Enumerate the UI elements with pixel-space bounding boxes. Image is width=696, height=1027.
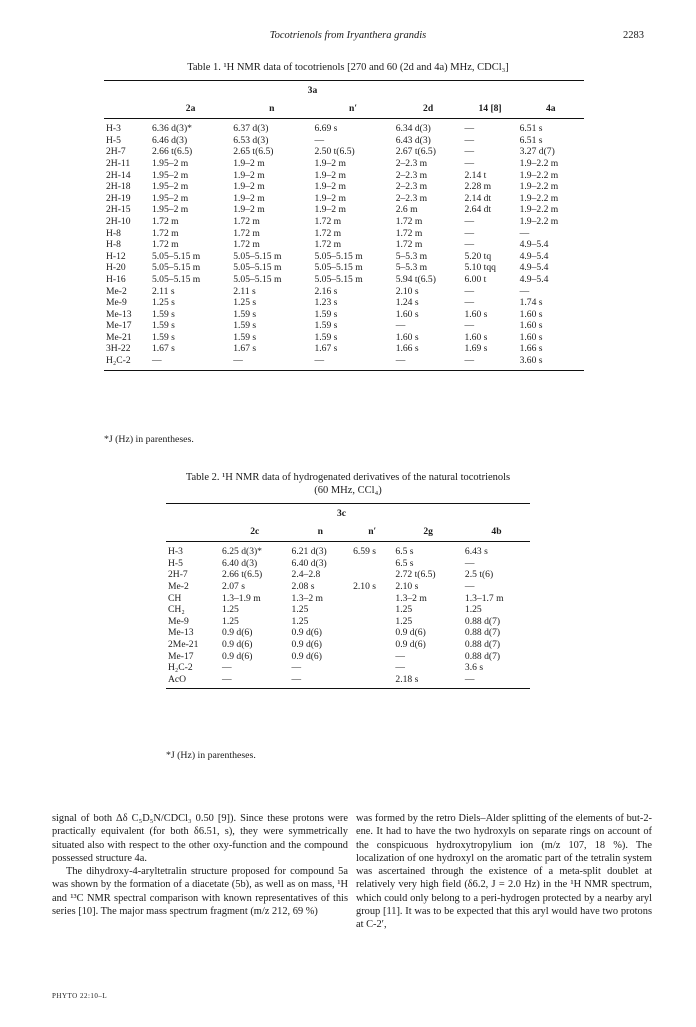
table-cell: — <box>464 580 475 592</box>
table-column-header: n <box>269 102 275 114</box>
table-cell: 5.05–5.15 m <box>314 250 363 262</box>
table-cell: 5.05–5.15 m <box>233 262 282 274</box>
table-cell: 3.27 d(7) <box>519 146 555 158</box>
table-cell: 1.67 s <box>233 343 257 355</box>
table-cell: 2.18 s <box>395 673 419 685</box>
table-cell: 2.14 dt <box>464 192 492 204</box>
table-group-header-row <box>166 504 530 520</box>
table-column-header: 2g <box>423 525 433 537</box>
table-cell: 5.20 tq <box>464 250 492 262</box>
table-cell: — <box>233 355 243 367</box>
table2-footnote: *J (Hz) in parentheses. <box>166 750 256 761</box>
table-cell: — <box>464 157 475 169</box>
body-paragraph: The dihydroxy-4-aryltetralin structure proposed for compound 5a was shown by the formation of a diacetate (5b), as well as on mass, ¹H and ¹³C NMR spectral comparison with known representatives of this series [10]. The major mass spectrum fragment (m/z 212, 69 %) <box>52 866 348 918</box>
table-cell: 5.94 t(6.5) <box>395 273 436 285</box>
table-cell: 4.9–5.4 <box>519 250 549 262</box>
table2 <box>166 503 530 689</box>
table-cell: 1.72 m <box>395 239 423 251</box>
table-cell: — <box>464 146 475 158</box>
table-row <box>104 158 584 170</box>
table-cell: 1.72 m <box>233 215 260 227</box>
table-cell: 1.9–2 m <box>233 204 265 216</box>
table-cell: — <box>464 297 475 309</box>
table-cell: 2.10 s <box>395 285 419 297</box>
table-row <box>104 262 584 274</box>
table-cell: 1.25 <box>222 615 239 627</box>
table-cell: 0.9 d(6) <box>222 650 253 662</box>
row-label: Me-21 <box>106 331 132 343</box>
table-cell <box>351 593 393 605</box>
table-cell <box>351 639 393 651</box>
table-column-header: 2c <box>250 525 260 537</box>
table-cell: 1.59 s <box>233 320 257 332</box>
table-row <box>104 297 584 309</box>
table-cell: 1.3–2 m <box>395 592 427 604</box>
table-cell: 1.72 m <box>314 215 342 227</box>
table-group-header-row <box>104 81 584 97</box>
table-cell: 6.21 d(3) <box>291 546 327 558</box>
table-cell: 6.46 d(3) <box>151 134 188 146</box>
table-column-header: n′ <box>349 102 358 114</box>
table-cell <box>351 674 393 689</box>
row-label: 2H-7 <box>168 569 188 581</box>
table-cell: 6.43 s <box>464 546 488 558</box>
table-column-header: 2d <box>423 102 434 114</box>
row-label: Me-13 <box>168 627 194 639</box>
table-cell: 0.9 d(6) <box>395 627 426 639</box>
row-label: Me-2 <box>168 580 189 592</box>
table-cell: 1.9–2 m <box>233 157 265 169</box>
table-cell: 1.9–2 m <box>314 181 346 193</box>
table-cell: 1.59 s <box>151 320 175 332</box>
row-label: 2H-10 <box>106 215 131 227</box>
table-cell: 2.10 s <box>353 580 377 592</box>
table-cell: 1.60 s <box>519 331 543 343</box>
table-row <box>104 119 584 135</box>
table-row <box>166 604 530 616</box>
table-cell: 1.72 m <box>395 227 423 239</box>
table-cell: 1.66 s <box>395 343 419 355</box>
table1 <box>104 80 584 371</box>
row-label: 3H-22 <box>106 343 131 355</box>
table-cell: 2.08 s <box>291 580 315 592</box>
table-cell: 1.67 s <box>314 343 338 355</box>
table-row <box>166 542 530 558</box>
table-row <box>166 627 530 639</box>
row-label: Me-17 <box>168 650 194 662</box>
table-header-row <box>166 520 530 542</box>
table-cell: 0.9 d(6) <box>291 650 322 662</box>
table-cell: 6.51 s <box>519 134 543 146</box>
table-cell: 2.50 t(6.5) <box>314 146 355 158</box>
table-cell: 5–5.3 m <box>395 262 428 274</box>
table-row <box>104 193 584 205</box>
row-label: 2H-7 <box>106 146 126 158</box>
row-label: H₂C-2 <box>168 662 193 674</box>
table-cell: 1.9–2.2 m <box>519 215 559 227</box>
table-cell: — <box>464 134 475 146</box>
table-cell: 0.88 d(7) <box>464 615 501 627</box>
table-cell: 1.9–2.2 m <box>519 204 559 216</box>
row-label: Me-13 <box>106 308 132 320</box>
table-cell: 1.9–2 m <box>314 204 346 216</box>
table-column-header: 2a <box>185 102 196 114</box>
table-cell: — <box>395 355 406 367</box>
table-cell: — <box>464 673 475 685</box>
table-cell: — <box>291 662 302 674</box>
body-paragraph: signal of both Δδ C₅D₅N/CDCl₃ 0.50 [9]). Since these protons were practically equivalent (for both δ6.51, s), they were symmetrically situated also with respect to the other oxy-function and the compound possessed structure 4a. <box>52 813 348 864</box>
row-label: H-8 <box>106 227 121 239</box>
table-column-header <box>166 520 220 542</box>
table-cell: 1.59 s <box>233 331 257 343</box>
table-cell: — <box>314 355 325 367</box>
table-row <box>104 343 584 355</box>
footer-code: PHYTO 22:10–L <box>52 992 108 1000</box>
row-label: 2Me-21 <box>168 638 199 650</box>
table-cell: 1.23 s <box>314 297 338 309</box>
table-column-header: 4a <box>546 102 556 114</box>
table-cell: — <box>464 123 475 135</box>
table-cell: 1.25 <box>395 604 413 616</box>
table-row <box>104 286 584 298</box>
row-label: H-3 <box>106 123 121 135</box>
table-cell <box>351 616 393 628</box>
table-cell: 1.60 s <box>395 308 419 320</box>
table-cell: 2.5 t(6) <box>464 569 494 581</box>
table-cell: 6.25 d(3)* <box>222 546 262 558</box>
body-right-column <box>356 812 652 932</box>
table-row <box>166 674 530 689</box>
row-label: Me-9 <box>106 297 127 309</box>
table-cell: 6.34 d(3) <box>395 123 431 135</box>
table-cell: 1.9–2 m <box>314 192 346 204</box>
table-cell: 2.64 dt <box>464 204 492 216</box>
table-cell: 0.88 d(7) <box>464 650 501 662</box>
table-cell: — <box>151 355 162 367</box>
table-row <box>104 320 584 332</box>
table-cell: — <box>464 320 475 332</box>
page-number: 2283 <box>623 30 644 41</box>
table-cell: 2.66 t(6.5) <box>151 146 193 158</box>
table-cell: 2.66 t(6.5) <box>222 569 263 581</box>
table-cell: 0.88 d(7) <box>464 627 501 639</box>
table-row <box>104 309 584 321</box>
table-cell: 5.05–5.15 m <box>314 273 363 285</box>
table-cell: 0.9 d(6) <box>222 638 253 650</box>
table-cell: 1.69 s <box>464 343 488 355</box>
row-label: 2H-14 <box>106 169 131 181</box>
table-cell: 2.67 t(6.5) <box>395 146 436 158</box>
table-cell: 6.59 s <box>353 546 377 558</box>
table-cell: 1.9–2 m <box>314 169 346 181</box>
table-cell: 2.65 t(6.5) <box>233 146 274 158</box>
table-cell: 2–2.3 m <box>395 157 428 169</box>
table-cell: 2.16 s <box>314 285 338 297</box>
table-cell: 2.4–2.8 <box>291 569 321 581</box>
table-cell: 1.66 s <box>519 343 543 355</box>
table-row <box>104 135 584 147</box>
table-cell: 1.25 <box>291 615 309 627</box>
table-column-header: n′ <box>368 525 377 537</box>
table-cell: 5.05–5.15 m <box>151 273 201 285</box>
table-cell: 1.74 s <box>519 297 543 309</box>
table-cell: 1.25 <box>464 604 482 616</box>
table-cell: 1.24 s <box>395 297 419 309</box>
table-cell: 0.9 d(6) <box>291 638 322 650</box>
table-cell: — <box>464 285 475 297</box>
table-cell: 0.9 d(6) <box>395 638 426 650</box>
table-cell: 6.40 d(3) <box>222 557 258 569</box>
table-column-header: 4b <box>491 525 502 537</box>
table-row <box>104 251 584 263</box>
table-cell: 5.05–5.15 m <box>233 250 282 262</box>
row-label: H-8 <box>106 239 121 251</box>
table-cell: 2.07 s <box>222 580 245 592</box>
table-cell: 6.43 d(3) <box>395 134 431 146</box>
row-label: 2H-11 <box>106 157 131 169</box>
table-cell <box>351 604 393 616</box>
row-label: H-3 <box>168 546 183 558</box>
table-cell: 5.05–5.15 m <box>314 262 363 274</box>
table-cell: 2.11 s <box>233 285 256 297</box>
table-row <box>104 355 584 370</box>
table-cell: 6.53 d(3) <box>233 134 269 146</box>
table-group-header: 3c <box>336 508 346 519</box>
table-row <box>166 593 530 605</box>
row-label: H₂C-2 <box>106 355 131 367</box>
body-left-column <box>52 812 348 918</box>
table-cell: 1.9–2 m <box>233 192 265 204</box>
row-label: H-20 <box>106 262 126 274</box>
table-cell <box>351 569 393 581</box>
table-cell: 1.72 m <box>314 239 342 251</box>
table-cell: 1.95–2 m <box>151 204 189 216</box>
table-row <box>166 639 530 651</box>
table-cell: 2.72 t(6.5) <box>395 569 436 581</box>
table-row <box>166 651 530 663</box>
table-cell: 1.3–2 m <box>291 592 323 604</box>
table-cell: 1.60 s <box>395 331 419 343</box>
table-cell: 1.60 s <box>519 320 543 332</box>
table-cell: 1.59 s <box>233 308 257 320</box>
table-row <box>104 146 584 158</box>
table-cell: 6.00 t <box>464 273 487 285</box>
row-label: H-12 <box>106 250 126 262</box>
table-cell: 5.05–5.15 m <box>151 262 201 274</box>
table-cell <box>351 627 393 639</box>
table-cell: 1.59 s <box>314 320 338 332</box>
row-label: AcO <box>168 673 187 685</box>
table-cell: 1.59 s <box>151 308 175 320</box>
table-cell: 6.40 d(3) <box>291 557 327 569</box>
table-cell: 3.6 s <box>464 662 484 674</box>
table-cell: — <box>464 239 475 251</box>
table-cell: — <box>464 227 475 239</box>
table-cell: 1.60 s <box>464 308 488 320</box>
table-cell: — <box>395 662 405 674</box>
table-cell: 4.9–5.4 <box>519 239 549 251</box>
table-cell: 1.67 s <box>151 343 175 355</box>
row-label: 2H-18 <box>106 181 131 193</box>
table-cell: 5.05–5.15 m <box>151 250 201 262</box>
row-label: H-5 <box>106 134 121 146</box>
table-cell: — <box>314 134 325 146</box>
table-cell: 1.9–2.2 m <box>519 192 559 204</box>
table-cell: 1.72 m <box>314 227 342 239</box>
table-row <box>104 204 584 216</box>
table-cell: — <box>464 557 475 569</box>
table-cell: 1.3–1.9 m <box>222 592 261 604</box>
table2-caption-line2: (60 MHz, CCl₄) <box>314 485 382 496</box>
table-column-header <box>104 97 150 119</box>
row-label: Me-2 <box>106 285 127 297</box>
table-row <box>104 181 584 193</box>
table1-caption: Table 1. ¹H NMR data of tocotrienols [270 and 60 (2d and 4a) MHz, CDCl₃] <box>187 62 509 73</box>
table-cell: 4.9–5.4 <box>519 262 549 274</box>
table-cell: 1.72 m <box>151 227 179 239</box>
table-cell: 2.6 m <box>395 204 418 216</box>
table-cell: 2.11 s <box>151 285 175 297</box>
table-row <box>104 228 584 240</box>
table-row <box>104 332 584 344</box>
table-cell <box>351 662 393 674</box>
table-cell: 6.36 d(3)* <box>151 123 192 135</box>
table-cell: 1.3–1.7 m <box>464 592 504 604</box>
table-cell: 5–5.3 m <box>395 250 428 262</box>
row-label: CH₂ <box>168 604 185 616</box>
table-cell: 5.10 tqq <box>464 262 496 274</box>
row-label: H-5 <box>168 557 183 569</box>
table-row <box>104 274 584 286</box>
table-cell: 1.72 m <box>151 215 179 227</box>
table-cell: 6.37 d(3) <box>233 123 269 135</box>
table-group-header: 3a <box>307 85 318 96</box>
table-cell: 4.9–5.4 <box>519 273 549 285</box>
row-label: 2H-15 <box>106 204 131 216</box>
row-label: Me-17 <box>106 320 132 332</box>
table-cell: 1.9–2 m <box>233 181 265 193</box>
table2-caption-line1: Table 2. ¹H NMR data of hydrogenated derivatives of the natural tocotrienols <box>185 472 511 483</box>
table-cell: 1.59 s <box>314 331 338 343</box>
table-cell: 1.9–2.2 m <box>519 181 559 193</box>
table-cell: — <box>395 320 406 332</box>
table-cell <box>351 651 393 663</box>
table-cell: 1.95–2 m <box>151 181 189 193</box>
table-column-header: n <box>317 525 323 537</box>
table-row <box>166 558 530 570</box>
table-cell: 1.9–2.2 m <box>519 169 559 181</box>
table-cell: 1.25 s <box>151 297 175 309</box>
table-cell: 2–2.3 m <box>395 181 428 193</box>
table-row <box>104 216 584 228</box>
table-cell: 3.60 s <box>519 355 543 367</box>
table-cell: 1.72 m <box>233 227 260 239</box>
table-cell: 5.05–5.15 m <box>233 273 282 285</box>
table-cell: 6.69 s <box>314 123 338 135</box>
table-cell: 2.14 t <box>464 169 487 181</box>
table-cell: 6.5 s <box>395 546 414 558</box>
table-cell: 0.88 d(7) <box>464 638 501 650</box>
running-title: Tocotrienols from Iryanthera grandis <box>269 30 427 41</box>
table-cell: 2.28 m <box>464 181 492 193</box>
row-label: Me-9 <box>168 615 189 627</box>
table-cell: 1.72 m <box>151 239 179 251</box>
table-cell: 1.95–2 m <box>151 192 189 204</box>
table-cell: 2–2.3 m <box>395 169 428 181</box>
table-cell: 1.9–2 m <box>314 157 346 169</box>
table-cell: 1.9–2 m <box>233 169 265 181</box>
table-cell: 1.95–2 m <box>151 157 189 169</box>
table-row <box>166 662 530 674</box>
table-cell: — <box>291 673 302 685</box>
table-cell: 6.5 s <box>395 557 414 569</box>
table-cell: 1.72 m <box>395 215 423 227</box>
table-row <box>166 616 530 628</box>
table-cell: 1.25 <box>222 604 239 616</box>
table-cell: — <box>222 662 232 674</box>
table-row <box>166 581 530 593</box>
table-cell: 1.60 s <box>464 331 488 343</box>
table-cell: 1.25 <box>291 604 309 616</box>
table-row <box>104 170 584 182</box>
table-cell: 1.25 <box>395 615 413 627</box>
table-cell: — <box>519 227 530 239</box>
table-cell: — <box>464 215 475 227</box>
row-label: 2H-19 <box>106 192 131 204</box>
table-header-row <box>104 97 584 119</box>
table-cell: 1.72 m <box>233 239 260 251</box>
table-row <box>166 569 530 581</box>
table-row <box>104 239 584 251</box>
table-cell: 1.9–2.2 m <box>519 157 559 169</box>
table-cell: 1.59 s <box>151 331 175 343</box>
table-cell: 2.10 s <box>395 580 419 592</box>
row-label: H-16 <box>106 273 126 285</box>
table-cell: 1.59 s <box>314 308 338 320</box>
table-column-header: 14 [8] <box>478 102 502 114</box>
table-cell: 0.9 d(6) <box>222 627 253 639</box>
table-cell: 1.95–2 m <box>151 169 189 181</box>
table-cell: 1.60 s <box>519 308 543 320</box>
table-cell: — <box>395 650 405 662</box>
table-cell: — <box>464 355 475 367</box>
table-cell: 0.9 d(6) <box>291 627 322 639</box>
table-cell: 6.51 s <box>519 123 543 135</box>
table-cell: 1.25 s <box>233 297 257 309</box>
row-label: CH <box>168 592 182 604</box>
table-cell: 2–2.3 m <box>395 192 428 204</box>
table-cell <box>351 558 393 570</box>
table-cell: — <box>519 285 530 297</box>
table1-footnote: *J (Hz) in parentheses. <box>104 434 194 445</box>
table-cell: — <box>222 673 232 685</box>
body-paragraph: was formed by the retro Diels–Alder splitting of the elements of but-2-ene. It had to have the two hydroxyls on separate rings on account of the conspicuous hydroxytropylium ion (m/z 107, 18 %). The localization of one hydroxyl on the aromatic part of the tetralin system was ascertained through the existence of a meta-split doublet at relatively very high field (δ6.2, J = 2.0 Hz) in the ¹H NMR spectrum, which could only belong to a peri-hydrogen protected by a nearby aryl group [11]. It was to be expected that this aryl would have two protons at C-2′, <box>356 813 652 931</box>
